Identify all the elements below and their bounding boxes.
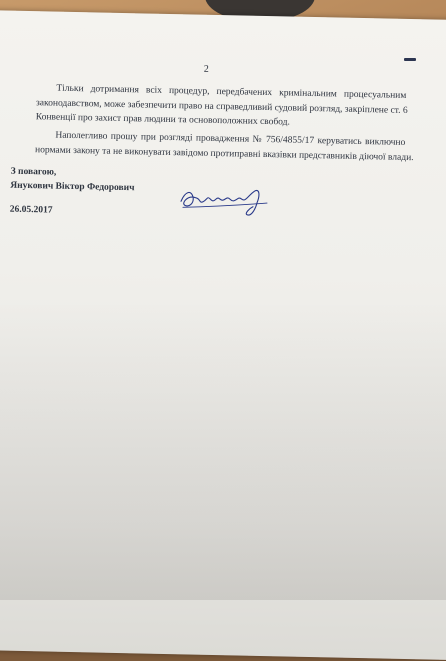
closing-phrase: З повагою, <box>10 166 57 178</box>
page-number: 2 <box>203 63 209 75</box>
paragraph-line: Тільки дотримання всіх процедур, передбачених кримінальним процесуальним <box>56 83 407 101</box>
paragraph-procedures <box>36 81 407 132</box>
paragraph-line: нормами закону та не виконувати завідомо протиправні вказівки представників діючої влади. <box>34 144 414 163</box>
handwritten-signature <box>175 179 276 223</box>
document-date: 26.05.2017 <box>9 204 53 216</box>
paragraph-line: Конвенції про захист прав людини та основоположних свобод. <box>35 112 291 128</box>
pen-mark <box>404 58 416 61</box>
paragraph-line: законодавством, може забезпечити право на справедливий судовий розгляд, закріплене ст. 6 <box>35 97 408 116</box>
paragraph-line: Наполегливо прошу при розгляді провадження № 756/4855/17 керуватись виключно <box>55 130 406 148</box>
paragraph-request <box>34 128 414 165</box>
signer-name: Янукович Віктор Федорович <box>10 180 135 194</box>
signature-block <box>10 165 135 196</box>
lighting-shade <box>0 300 446 600</box>
